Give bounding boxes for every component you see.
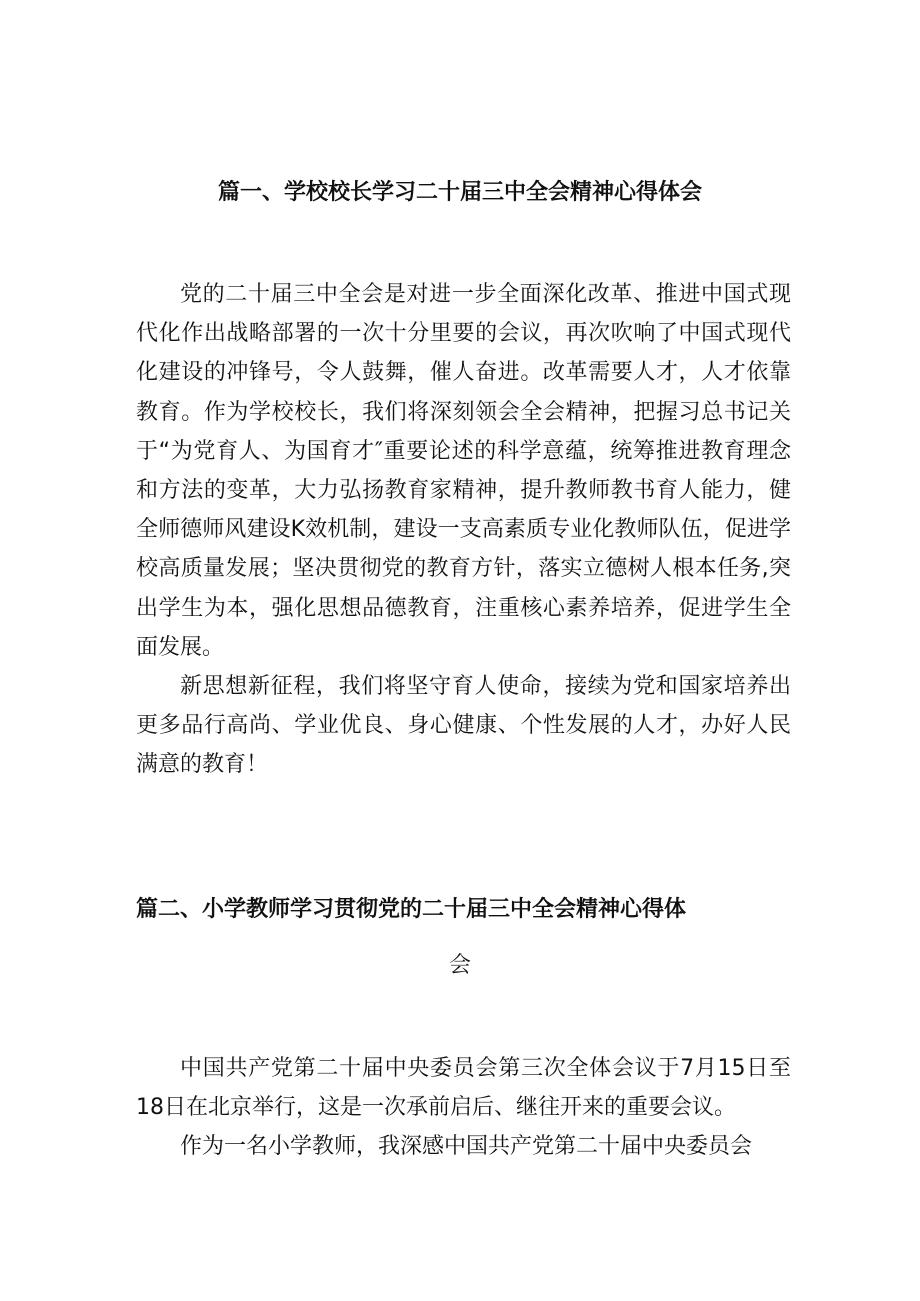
section1-title: 篇一、学校校长学习二十届三中全会精神心得体会 [217,180,702,205]
section2-paragraph-1: 中国共产党第二十届中央委员会第三次全体会议于7月15日至18日在北京举行，这是一次承前启后、继往开来的重要会议。 [136,1056,791,1121]
section2-title-continuation: 会 [448,953,471,978]
section2-body [136,1049,791,1167]
section2-paragraph-2: 作为一名小学教师，我深感中国共产党第二十届中央委员会 [180,1134,753,1160]
section1-paragraph-2: 新思想新征程，我们将坚守育人使命，接续为党和国家培养出更多品行高尚、学业优良、身心健康、个性发展的人才，办好人民满意的教育！ [136,674,791,778]
section1-body [136,275,791,785]
section1-paragraph-1: 党的二十届三中全会是对进一步全面深化改革、推进中国式现代化作出战略部署的一次十分里要的会议，再次吹响了中国式现代化建设的冲锋号，令人鼓舞，催人奋进。改革需要人才，人才依靠教育。作为学校校长，我们将深刻领会全会精神，把握习总书记关于“为党育人、为国育才″重要论述的科学意蕴，统筹推进教育理念和方法的变革，大力弘扬教育家精神，提升教师教书育人能力，健全师德师风建设K效机制，建设一支高素质专业化教师队伍，促进学校高质量发展；坚决贯彻党的教育方针，落实立德树人根本任务,突出学生为本，强化思想品德教育，注重核心素养培养，促进学生全面发展。 [136,282,791,660]
section2-title: 篇二、小学教师学习贯彻党的二十届三中全会精神心得体 [136,897,687,922]
